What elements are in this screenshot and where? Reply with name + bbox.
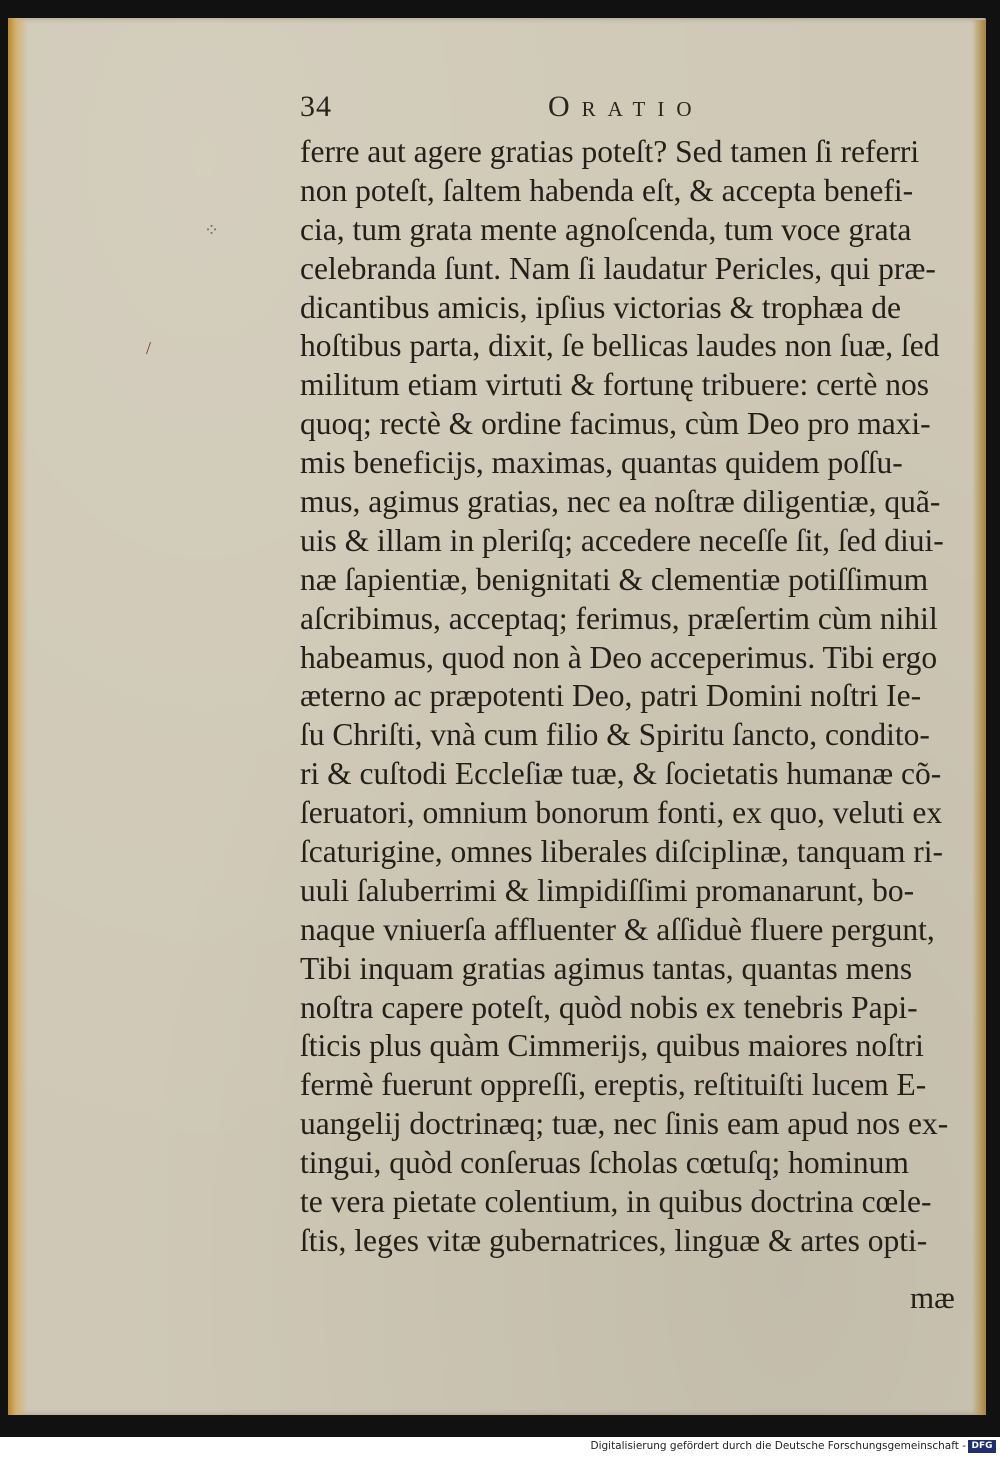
text-line: mis beneficijs, maximas, quantas quidem poſſu- bbox=[300, 445, 903, 481]
text-line: mus, agimus gratias, nec ea noſtræ diligentiæ, quã- bbox=[300, 484, 941, 520]
footer-bar bbox=[0, 1437, 1000, 1457]
text-line: ſu Chriſti, vnà cum filio & Spiritu ſancto, condito- bbox=[300, 717, 930, 753]
text-line: noſtra capere poteſt, quòd nobis ex tenebris Papi- bbox=[300, 989, 918, 1025]
catchword: mæ bbox=[910, 1280, 955, 1315]
text-line: næ ſapientiæ, benignitati & clementiæ potiſſimum bbox=[300, 561, 929, 597]
text-line: ferre aut agere gratias poteſt? Sed tamen ſi referri bbox=[300, 134, 920, 169]
body-text bbox=[300, 133, 980, 1261]
margin-stroke-mark: / bbox=[146, 338, 152, 358]
text-line: non poteſt, ſaltem habenda eſt, & accepta benefi- bbox=[300, 172, 914, 208]
text-line: dicantibus amicis, ipſius victorias & trophæa de bbox=[300, 289, 902, 325]
dfg-logo-icon: DFG bbox=[968, 1440, 996, 1453]
running-title: Oratio bbox=[548, 90, 704, 123]
running-head bbox=[300, 90, 960, 130]
text-line: te vera pietate colentium, in quibus doctrina cœle- bbox=[300, 1184, 932, 1220]
text-line: cia, tum grata mente agnoſcenda, tum voce grata bbox=[300, 211, 912, 247]
text-line: ſtis, leges vitæ gubernatrices, linguæ & artes opti- bbox=[300, 1222, 928, 1258]
text-line: Tibi inquam gratias agimus tantas, quantas mens bbox=[300, 950, 913, 986]
text-line: celebranda ſunt. Nam ſi laudatur Pericles, qui præ- bbox=[300, 250, 936, 286]
funding-credit: Digitalisierung gefördert durch die Deutsche Forschungsgemeinschaft - bbox=[590, 1440, 966, 1452]
page-number: 34 bbox=[300, 90, 332, 123]
text-line: ri & cuſtodi Eccleſiæ tuæ, & ſocietatis humanæ cõ- bbox=[300, 756, 942, 792]
text-line: uuli ſaluberrimi & limpidiſſimi promanarunt, bo- bbox=[300, 872, 915, 908]
text-line: ſcaturigine, omnes liberales diſciplinæ, tanquam ri- bbox=[300, 834, 943, 870]
text-line: militum etiam virtuti & fortunę tribuere: certè nos bbox=[300, 367, 929, 403]
text-line: ſeruatori, omnium bonorum fonti, ex quo, veluti ex bbox=[300, 795, 943, 831]
page-gutter-edge bbox=[8, 18, 28, 1415]
text-line: naque vniuerſa affluenter & aſſiduè fluere pergunt, bbox=[300, 911, 935, 947]
text-line: æterno ac præpotenti Deo, patri Domini noſtri Ie- bbox=[300, 678, 922, 714]
text-line: quoq; rectè & ordine facimus, cùm Deo pro maxi- bbox=[300, 406, 931, 442]
text-line: habeamus, quod non à Deo acceperimus. Tibi ergo bbox=[300, 639, 938, 675]
text-line: tingui, quòd conſeruas ſcholas cœtuſq; hominum bbox=[300, 1145, 909, 1181]
text-line: hoſtibus parta, dixit, ſe bellicas laudes non ſuæ, ſed bbox=[300, 328, 940, 364]
text-line: aſcribimus, acceptaq; ferimus, præſertim cùm nihil bbox=[300, 600, 938, 636]
ink-smudge-mark: ⁘ bbox=[204, 220, 220, 240]
text-line: ſticis plus quàm Cimmerijs, quibus maiores noſtri bbox=[300, 1028, 924, 1064]
text-line: fermè fuerunt oppreſſi, ereptis, reſtituiſti lucem E- bbox=[300, 1067, 927, 1103]
text-line: uangelij doctrinæq; tuæ, nec ſinis eam apud nos ex- bbox=[300, 1106, 949, 1142]
text-line: uis & illam in pleriſq; accedere neceſſe ſit, ſed diui- bbox=[300, 522, 944, 558]
